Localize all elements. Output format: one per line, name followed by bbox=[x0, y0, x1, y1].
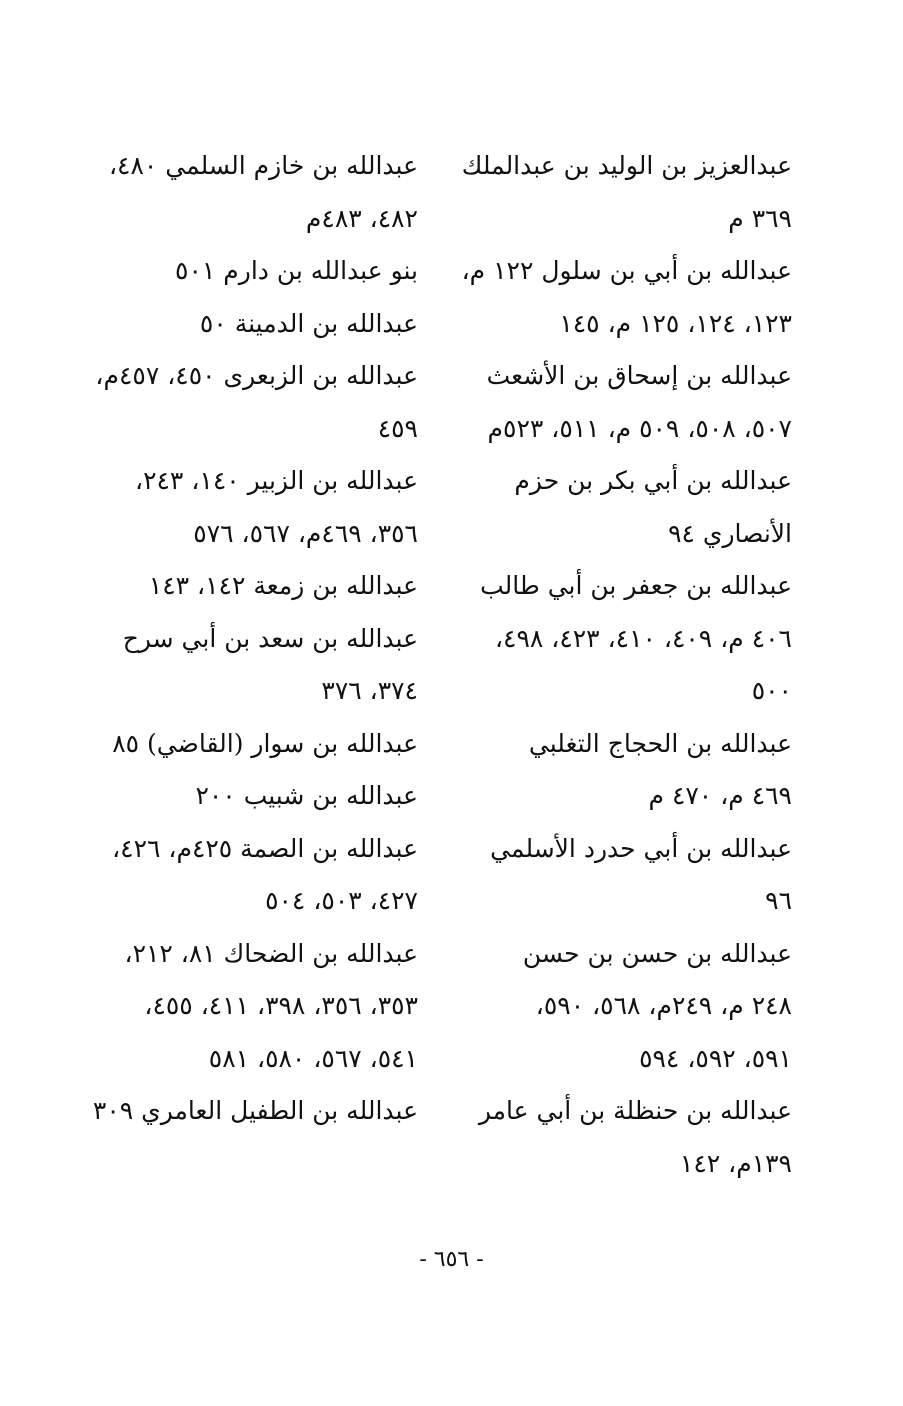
index-line: عبدالله بن الزبير ١٤٠، ٢٤٣، bbox=[135, 466, 418, 495]
index-line: عبدالله بن سعد بن أبي سرح bbox=[122, 623, 418, 653]
index-line: عبدالله بن شبيب ٢٠٠ bbox=[195, 781, 418, 810]
index-line: ٥٠٠ bbox=[751, 676, 792, 705]
index-line: ٥٠٧، ٥٠٨، ٥٠٩ م، ٥١١، ٥٢٣م bbox=[487, 413, 792, 443]
index-line: ٤٨٢، ٤٨٣م bbox=[305, 203, 418, 233]
index-line: ٤٦٩ م، ٤٧٠ م bbox=[648, 781, 792, 810]
index-line: عبدالله بن أبي بن سلول ١٢٢ م، bbox=[461, 256, 792, 285]
index-line: ١٢٣، ١٢٤، ١٢٥ م، ١٤٥ bbox=[559, 308, 792, 338]
index-line: ٤٥٩ bbox=[377, 413, 418, 443]
index-line: عبدالله بن الضحاك ٨١، ٢١٢، bbox=[124, 938, 418, 968]
index-line: ٥٩١، ٥٩٢، ٥٩٤ bbox=[639, 1043, 792, 1073]
index-line: عبدالله بن الدمينة ٥٠ bbox=[199, 308, 418, 338]
index-line: عبدالله بن الطفيل العامري ٣٠٩ bbox=[92, 1096, 418, 1125]
index-line: ٣٦٩ م bbox=[728, 203, 792, 233]
index-line: عبدالله بن الحجاج التغلبي bbox=[528, 728, 792, 758]
index-line: ٩٦ bbox=[765, 886, 792, 915]
index-line: عبدالله بن حسن بن حسن bbox=[522, 938, 792, 968]
index-column-right bbox=[452, 140, 792, 1190]
index-line: عبدالله بن سوار (القاضي) ٨٥ bbox=[112, 728, 418, 758]
index-line: بنو عبدالله بن دارم ٥٠١ bbox=[175, 256, 418, 285]
index-line: ٤٢٧، ٥٠٣، ٥٠٤ bbox=[265, 886, 418, 915]
index-line: عبدالعزيز بن الوليد بن عبدالملك bbox=[461, 151, 792, 180]
index-line: ٣٥٣، ٣٥٦، ٣٩٨، ٤١١، ٤٥٥، bbox=[144, 991, 418, 1020]
index-line: عبدالله بن زمعة ١٤٢، ١٤٣ bbox=[148, 571, 418, 600]
index-line: عبدالله بن خازم السلمي ٤٨٠، bbox=[108, 151, 418, 180]
index-column-left bbox=[76, 140, 418, 1138]
index-line: ١٣٩م، ١٤٢ bbox=[679, 1148, 792, 1178]
index-line: عبدالله بن أبي حدرد الأسلمي bbox=[490, 833, 792, 863]
index-line: ٣٧٤، ٣٧٦ bbox=[321, 676, 418, 705]
index-line: عبدالله بن الصمة ٤٢٥م، ٤٢٦، bbox=[112, 833, 418, 863]
index-line: عبدالله بن أبي بكر بن حزم bbox=[514, 466, 792, 495]
index-line: عبدالله بن الزبعرى ٤٥٠، ٤٥٧م، bbox=[95, 361, 418, 390]
index-line: عبدالله بن حنظلة بن أبي عامر bbox=[478, 1096, 792, 1125]
index-line: ٤٠٦ م، ٤٠٩، ٤١٠، ٤٢٣، ٤٩٨، bbox=[494, 623, 792, 653]
index-line: ٣٥٦، ٤٦٩م، ٥٦٧، ٥٧٦ bbox=[193, 518, 418, 548]
index-line: عبدالله بن جعفر بن أبي طالب bbox=[480, 571, 792, 600]
page-number: - ٦٥٦ - bbox=[419, 1247, 484, 1272]
index-line: الأنصاري ٩٤ bbox=[668, 518, 792, 548]
index-line: ٥٤١، ٥٦٧، ٥٨٠، ٥٨١ bbox=[208, 1043, 418, 1073]
index-line: عبدالله بن إسحاق بن الأشعث bbox=[486, 361, 792, 390]
index-line: ٢٤٨ م، ٢٤٩م، ٥٦٨، ٥٩٠، bbox=[535, 991, 792, 1020]
